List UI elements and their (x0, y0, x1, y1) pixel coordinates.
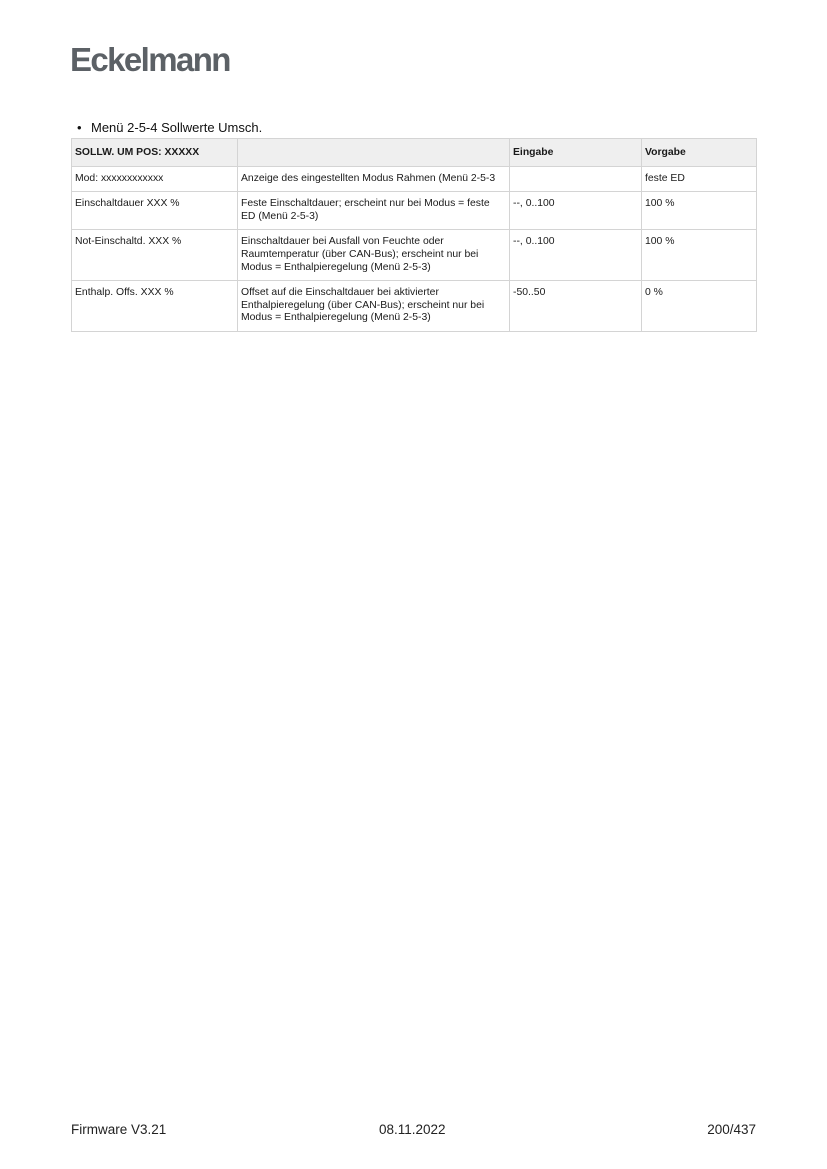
cell-description: Einschaltdauer bei Ausfall von Feuchte oder Raumtemperatur (über CAN-Bus); erscheint nur bei Modus = Enthalpieregelung (Menü 2-5-3) (238, 230, 510, 281)
cell-vorgabe: feste ED (642, 166, 757, 192)
cell-description: Feste Einschaltdauer; erscheint nur bei Modus = feste ED (Menü 2-5-3) (238, 192, 510, 230)
table-row (72, 192, 757, 230)
cell-eingabe: --, 0..100 (510, 192, 642, 230)
column-header-eingabe: Eingabe (510, 139, 642, 167)
table-row (72, 281, 757, 332)
footer-page-number: 200/437 (707, 1122, 756, 1137)
cell-vorgabe: 0 % (642, 281, 757, 332)
cell-eingabe: --, 0..100 (510, 230, 642, 281)
cell-eingabe (510, 166, 642, 192)
bullet-icon: • (77, 120, 82, 135)
section-title: Menü 2-5-4 Sollwerte Umsch. (91, 120, 263, 135)
cell-param: Einschaltdauer XXX % (72, 192, 238, 230)
cell-param: Not-Einschaltd. XXX % (72, 230, 238, 281)
cell-vorgabe: 100 % (642, 230, 757, 281)
cell-eingabe: -50..50 (510, 281, 642, 332)
table-row (72, 230, 757, 281)
footer-version: Firmware V3.21 (71, 1122, 167, 1137)
section-heading (77, 120, 262, 136)
footer-date: 08.11.2022 (379, 1122, 446, 1137)
column-header-param: SOLLW. UM POS: XXXXX (72, 139, 238, 167)
cell-param: Mod: xxxxxxxxxxxx (72, 166, 238, 192)
column-header-vorgabe: Vorgabe (642, 139, 757, 167)
column-header-description (238, 139, 510, 167)
setpoint-table (71, 138, 757, 332)
table-row (72, 166, 757, 192)
cell-param: Enthalp. Offs. XXX % (72, 281, 238, 332)
cell-vorgabe: 100 % (642, 192, 757, 230)
eckelmann-logo: Eckelmann (70, 41, 230, 78)
cell-description: Offset auf die Einschaltdauer bei aktivierter Enthalpieregelung (über CAN-Bus); erscheint nur bei Modus = Enthalpieregelung (Menü 2-5-3) (238, 281, 510, 332)
cell-description: Anzeige des eingestellten Modus Rahmen (Menü 2-5-3 (238, 166, 510, 192)
table-header-row (72, 139, 757, 167)
